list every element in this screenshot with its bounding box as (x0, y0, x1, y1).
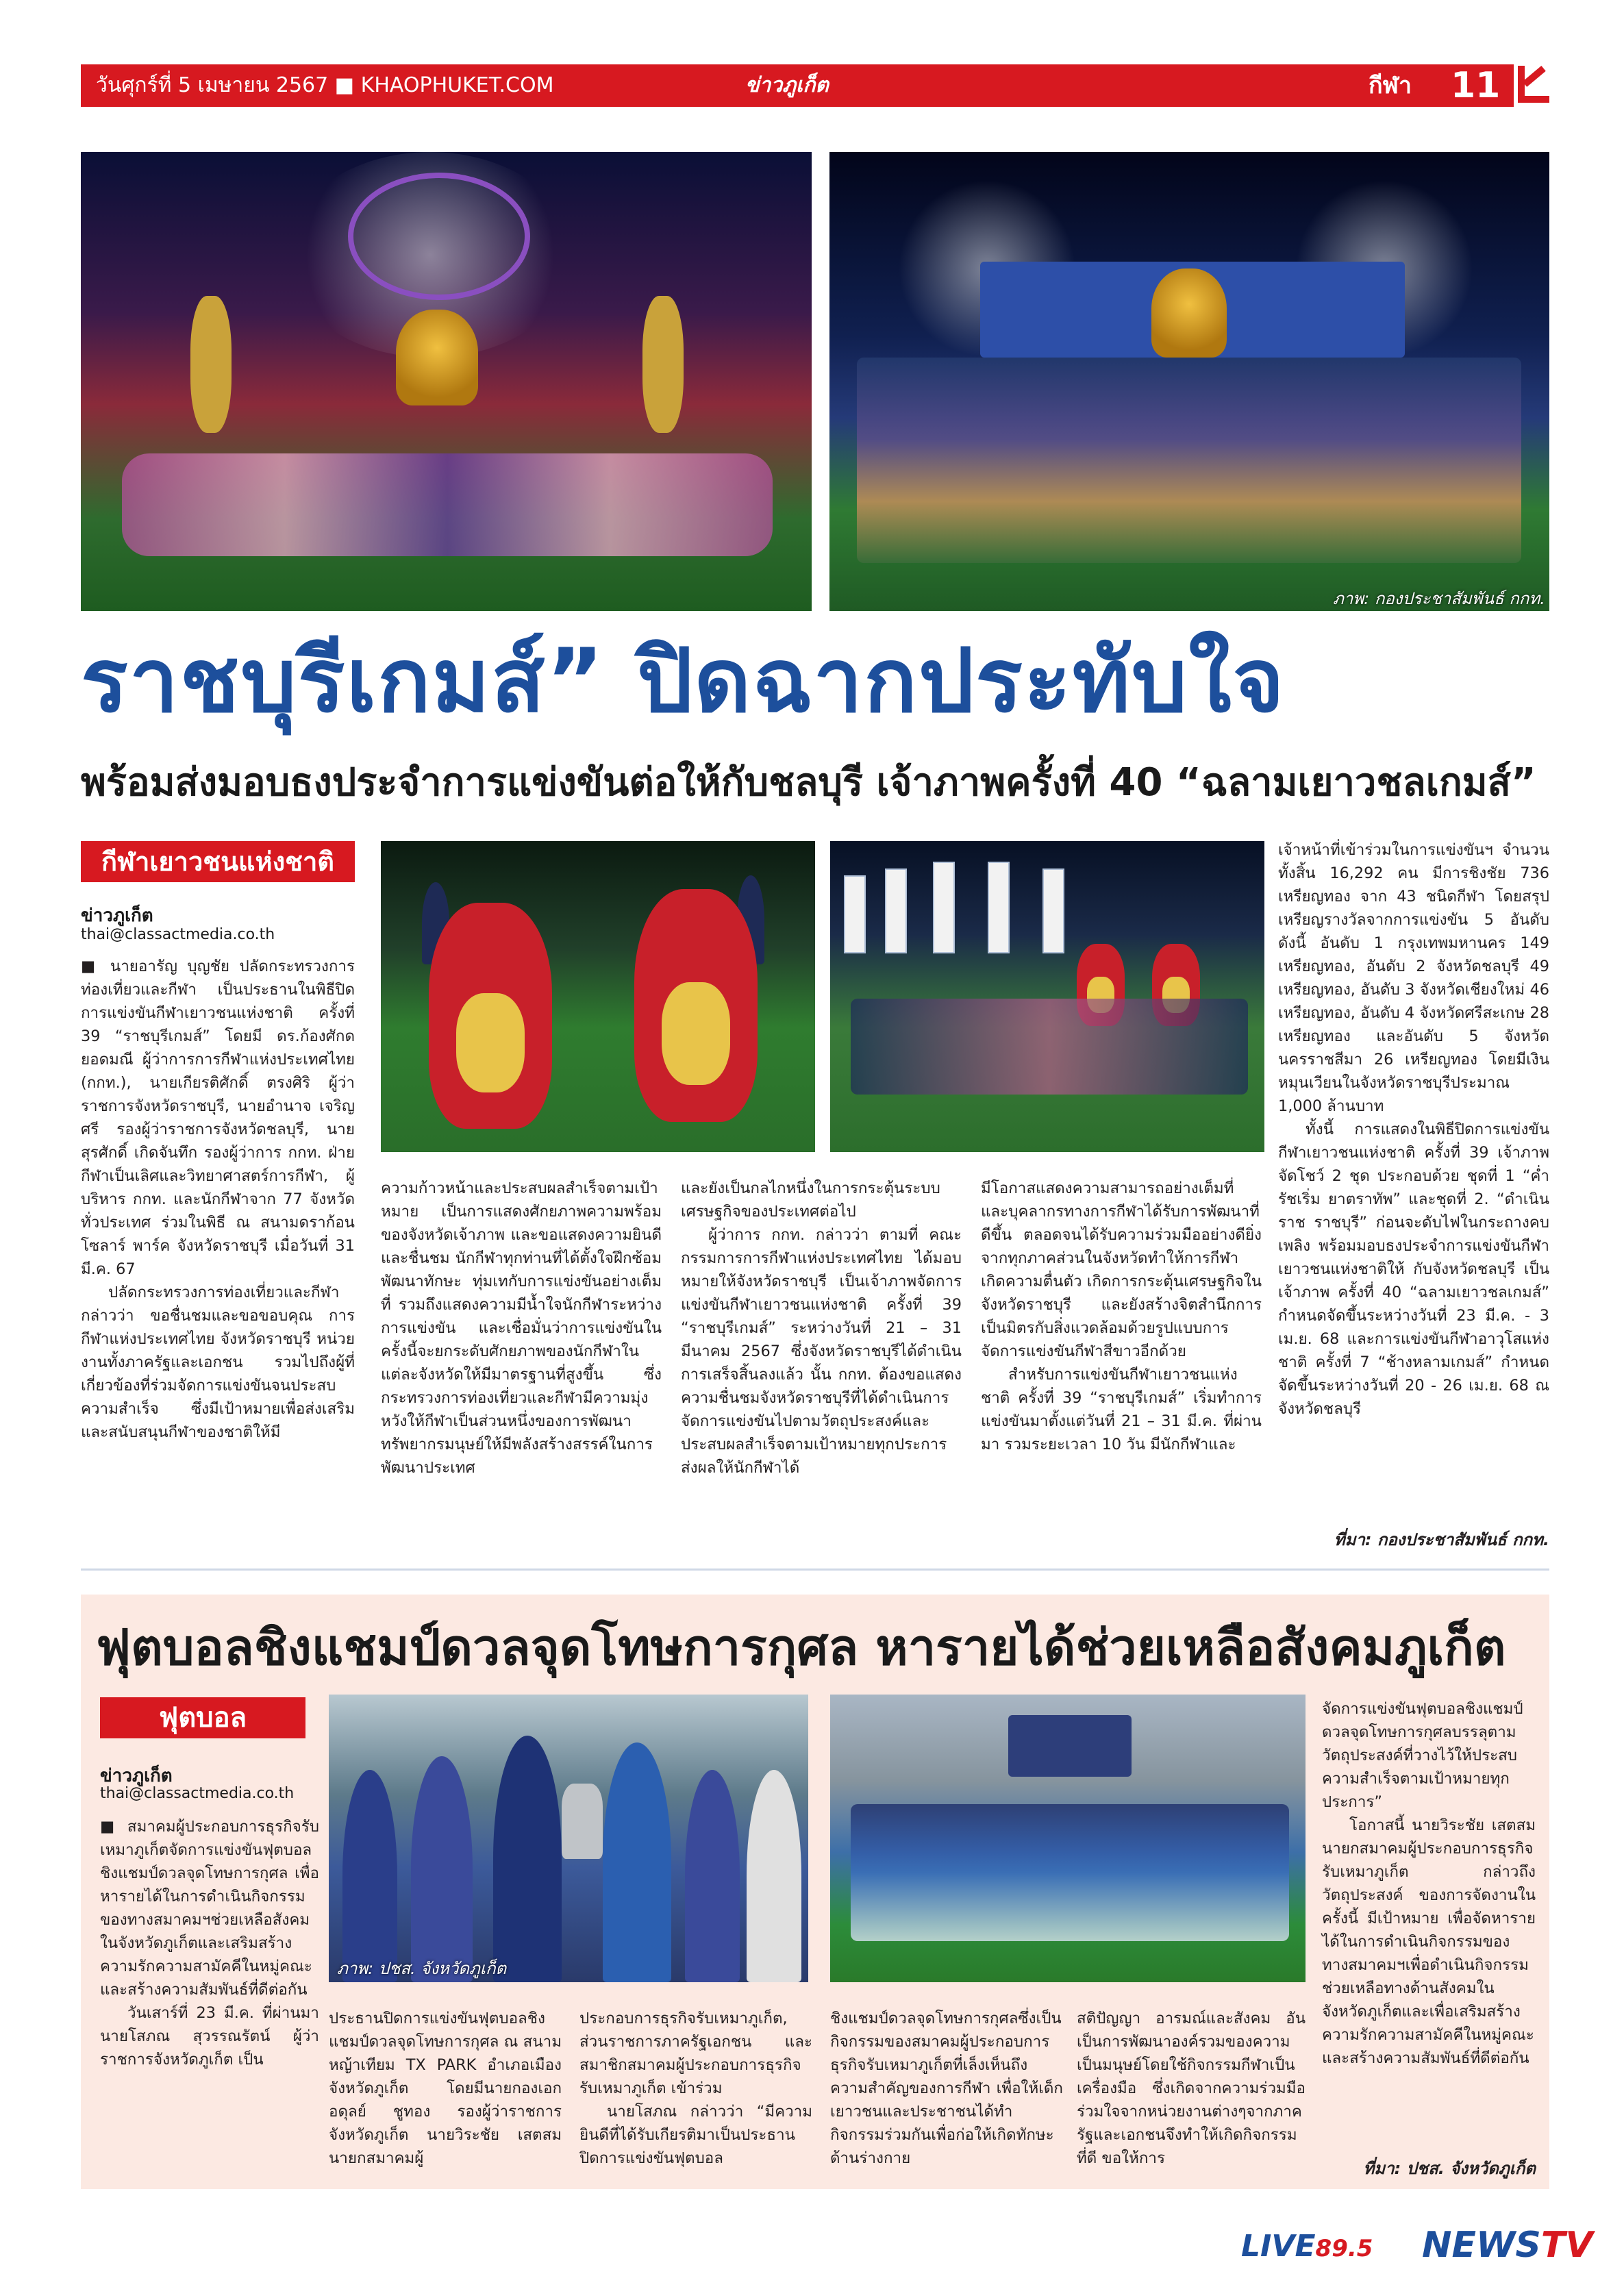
paragraph: มีโอกาสแสดงความสามารถอย่างเต็มที่ และบุคลากรทางการกีฬาได้รับการพัฒนาที่ดีขึ้น ตลอดจนได้รับความร่วมมืออย่างดียิ่งจากทุกภาคส่วนในจังหวัดทำให้การกีฬาเกิดความตื่นตัว เกิดการกระตุ้นเศรษฐกิจในจังหวัดราชบุรี และยังสร้างจิตสำนึกการเป็นมิตรกับสิ่งแวดล้อมด้วยรูปแบบการจัดการแข่งขันกีฬาสีขาวอีกด้วย (981, 1179, 1262, 1360)
paragraph: ■ สมาคมผู้ประกอบการธุรกิจรับเหมาภูเก็ตจัดการแข่งขันฟุตบอลชิงแชมป์ดวลจุดโทษการกุศล เพื่อหารายได้ในการดำเนินกิจกรรมของทางสมาคมฯช่วยเหลือสังคมในจังหวัดภูเก็ตและเสริมสร้างความรักความสามัคคีในหมู่คณะ และสร้างความสัมพันธ์ที่ดีต่อกัน (100, 1818, 319, 1999)
photo-group-ceremony (829, 152, 1549, 611)
page-header-bar (81, 64, 1549, 107)
paragraph: จัดการแข่งขันฟุตบอลชิงแชมป์ดวลจุดโทษการกุศลบรรลุตามวัตถุประสงค์ที่วางไว้ให้ประสบความสำเร็จตามเป้าหมายทุกประการ” (1322, 1700, 1523, 1811)
paragraph: ผู้ว่าการ กกท. กล่าวว่า ตามที่ คณะกรรมการการกีฬาแห่งประเทศไทย ได้มอบหมายให้จังหวัดราชบุรี เป็นเจ้าภาพจัดการแข่งขันกีฬาเยาวชนแห่งชาติ ครั้งที่ 39 “ราชบุรีเกมส์” ระหว่างวันที่ 21 – 31 มีนาคม 2567 ซึ่งจังหวัดราชบุรีได้ดำเนินการเสร็จสิ้นลงแล้ว นั้น กกท. ต้องขอแสดงความชื่นชมจังหวัดราชบุรีที่ได้ดำเนินการจัดการแข่งขันไปตามวัตถุประสงค์และประสบผลสำเร็จตามเป้าหมายทุกประการ ส่งผลให้นักกีฬาได้ (681, 1226, 962, 1477)
photo-closing-ceremony-show (81, 152, 812, 611)
paragraph: ทั้งนี้ การแสดงในพิธีปิดการแข่งขันกีฬาเยาวชนแห่งชาติ ครั้งที่ 39 เจ้าภาพจัดโชว์ 2 ชุด ประกอบด้วย ชุดที่ 1 “ค่ำรัชเริ่ม ยาตราทัพ” และชุดที่ 2. “ดำเนินราช ราชบุรี” ก่อนจะดับไฟในกระถางคบเพลิง พร้อมมอบธงประจำการแข่งขันกีฬาเยาวชนแห่งชาติให้ กับจังหวัดชลบุรี เป็นเจ้าภาพ ครั้งที่ 40 “ฉลามเยาวชลเกมส์” กำหนดจัดขึ้นระหว่างวันที่ 23 มี.ค. - 3 เม.ย. 68 และการแข่งขันกีฬาอาวุโสแห่งชาติ ครั้งที่ 7 “ช้างหลามเกมส์” กำหนดจัดขึ้นระหว่างวันที่ 20 - 26 เม.ย. 68 ณ จังหวัดชลบุรี (1278, 1121, 1549, 1418)
group-of-people (851, 1804, 1289, 1941)
paragraph: สำหรับการแข่งขันกีฬาเยาวชนแห่งชาติ ครั้งที่ 39 “ราชบุรีเกมส์” เริ่มทำการแข่งขันมาตั้งแต่วันที่ 21 – 31 มี.ค. ที่ผ่านมา รวมระยะเวลา 10 วัน มีนักกีฬาและ (981, 1366, 1262, 1453)
dancers-group (122, 453, 773, 556)
paragraph: สติปัญญา อารมณ์และสังคม อันเป็นการพัฒนาองค์รวมของความเป็นมนุษย์โดยใช้กิจกรรมกีฬาเป็นเครื่องมือ ซึ่งเกิดจากความร่วมมือ ร่วมใจจากหน่วยงานต่างๆจากภาครัฐและเอกชนจึงทำให้เกิดกิจกรรมที่ดี ขอให้การ (1077, 2010, 1306, 2167)
header-section: กีฬา (1369, 72, 1412, 99)
header-page-number: 11 (1451, 65, 1501, 106)
live-radio-logo: LIVE89.5 (1241, 2229, 1373, 2264)
story1-column-2 (381, 1177, 662, 1479)
subheadline-main: พร้อมส่งมอบธงประจำการแข่งขันต่อให้กับชลบุรี เจ้าภาพครั้งที่ 40 “ฉลามเยาวชลเกมส์” (81, 760, 1536, 805)
paragraph: ■ นายอารัญ บุญชัย ปลัดกระทรวงการท่องเที่ยวและกีฬา เป็นประธานในพิธีปิดการแข่งขันกีฬาเยาวชนแห่งชาติ ครั้งที่ 39 “ราชบุรีเกมส์” โดยมี ดร.ก้องศักด ยอดมณี ผู้ว่าการการกีฬาแห่งประเทศไทย (กกท.), นายเกียรติศักดิ์ ตรงศิริ ผู้ว่าราชการจังหวัดราชบุรี, นายอำนาจ เจริญศรี รองผู้ว่าราชการจังหวัดชลบุรี, นายสุรศักดิ์ เกิดจันทึก รองผู้ว่าการ กกท. ฝ่ายกีฬาเป็นเลิศและวิทยาศาสตร์การกีฬา, ผู้บริหาร กกท. และนักกีฬาจาก 77 จังหวัดทั่วประเทศ ร่วมในพิธี ณ สนามดราก้อน โซลาร์ พาร์ค จังหวัดราชบุรี เมื่อวันที่ 31 มี.ค. 67 (81, 958, 355, 1278)
mascot-icon (429, 903, 552, 1129)
dragon-statue-icon (642, 296, 684, 433)
byline: ข่าวภูเก็ต (81, 905, 153, 926)
story1-column-4 (981, 1177, 1262, 1456)
paragraph: ความก้าวหน้าและประสบผลสำเร็จตามเป้าหมาย เป็นการแสดงศักยภาพความพร้อมของจังหวัดเจ้าภาพ และขอแสดงความยินดีและชื่นชม นักกีฬาทุกท่านที่ได้ตั้งใจฝึกซ้อม พัฒนาทักษะ ทุ่มเทกับการแข่งขันอย่างเต็มที่ รวมถึงแสดงความมีน้ำใจนักกีฬาระหว่างการแข่งขัน และเชื่อมั่นว่าการแข่งขันในครั้งนี้จะยกระดับศักยภาพของนักกีฬาในแต่ละจังหวัดให้มีมาตรฐานที่สูงขึ้น ซึ่งกระทรวงการท่องเที่ยวและกีฬามีความมุ่งหวังให้กีฬาเป็นส่วนหนึ่งของการพัฒนาทรัพยากรมนุษย์ให้มีพลังสร้างสรรค์ในการพัฒนาประเทศ (381, 1179, 662, 1477)
story2-column-1 (100, 1815, 319, 2071)
photo-mascots (381, 841, 815, 1152)
dragon-statue-icon (190, 296, 232, 433)
banner (1008, 1715, 1132, 1777)
group-of-people (851, 999, 1248, 1095)
paragraph: ชิงแชมป์ดวลจุดโทษการกุศลซึ่งเป็นกิจกรรมของสมาคมผู้ประกอบการธุรกิจรับเหมาภูเก็ตที่เล็งเห็นถึงความสำคัญของการกีฬา เพื่อให้เด็กเยาวชนและประชาชนได้ทำกิจกรรมร่วมกันเพื่อก่อให้เกิดทักษะด้านร่างกาย (830, 2010, 1063, 2167)
source-credit: ที่มา: ปชส. จังหวัดภูเก็ต (1363, 2159, 1536, 2178)
section-tag-football: ฟุตบอล (100, 1697, 305, 1738)
section-divider (81, 1569, 1549, 1571)
header-corner-logo-icon (1514, 60, 1553, 108)
paragraph: และยังเป็นกลไกหนึ่งในการกระตุ้นระบบเศรษฐกิจของประเทศต่อไป (681, 1179, 940, 1221)
story2-column-3 (579, 2007, 812, 2170)
paragraph: ประกอบการธุรกิจรับเหมาภูเก็ต, ส่วนราชการภาครัฐเอกชน และสมาชิกสมาคมผู้ประกอบการธุรกิจรับเหมาภูเก็ต เข้าร่วม (579, 2010, 812, 2097)
paragraph: นายโสภณ กล่าวว่า “มีความยินดีที่ได้รับเกียรติมาเป็นประธานปิดการแข่งขันฟุตบอล (579, 2103, 812, 2167)
news-tv-logo: NEWSTV (1422, 2225, 1593, 2266)
photo-team-group (830, 1695, 1306, 1982)
photo-flag-handover (830, 841, 1264, 1152)
story2-column-6 (1322, 1697, 1536, 2070)
byline-email: thai@classactmedia.co.th (100, 1785, 295, 1802)
group-of-people (857, 358, 1521, 563)
photo-credit-football: ภาพ: ปชส. จังหวัดภูเก็ต (337, 1959, 507, 1978)
mascot-icon (634, 889, 758, 1122)
section-tag-youth-games: กีฬาเยาวชนแห่งชาติ (81, 841, 355, 882)
headline-main: ราชบุรีเกมส์” ปิดฉากประทับใจ (81, 630, 1286, 732)
photo-credit-top: ภาพ: กองประชาสัมพันธ์ กกท. (1333, 589, 1545, 608)
byline: ข่าวภูเก็ต (100, 1766, 173, 1786)
paragraph: เจ้าหน้าที่เข้าร่วมในการแข่งขันฯ จำนวนทั้งสิ้น 16,292 คน มีการชิงชัย 736 เหรียญทอง จาก 43 ชนิดกีฬา โดยสรุปเหรียญรางวัลจากการแข่งขัน 5 อันดับ ดังนี้ อันดับ 1 กรุงเทพมหานคร 149 เหรียญทอง, อันดับ 2 จังหวัดชลบุรี 49 เหรียญทอง, อันดับ 3 จังหวัดเชียงใหม่ 46 เหรียญทอง, อันดับ 4 จังหวัดศรีสะเกษ 28 เหรียญทอง และอันดับ 5 จังหวัดนครราชสีมา 26 เหรียญทอง โดยมีเงินหมุนเวียนในจังหวัดราชบุรีประมาณ 1,000 ล้านบาท (1278, 841, 1549, 1115)
story1-column-3 (681, 1177, 962, 1479)
story1-column-1 (81, 955, 355, 1444)
trophy-icon (562, 1784, 603, 1859)
byline-email: thai@classactmedia.co.th (81, 926, 275, 943)
games-logo-icon (348, 173, 530, 300)
headline-football: ฟุตบอลชิงแชมป์ดวลจุดโทษการกุศล หารายได้ช่วยเหลือสังคมภูเก็ต (96, 1619, 1506, 1676)
header-site: KHAOPHUKET.COM (360, 73, 554, 97)
paragraph: วันเสาร์ที่ 23 มี.ค. ที่ผ่านมา นายโสภณ สุวรรณรัตน์ ผู้ว่าราชการจังหวัดภูเก็ต เป็น (100, 2004, 319, 2069)
paragraph: ประธานปิดการแข่งขันฟุตบอลชิงแชมป์ดวลจุดโทษการกุศล ณ สนามหญ้าเทียม TX PARK อำเภอเมือง จังหวัดภูเก็ต โดยมีนายกองเอกอดุลย์ ชูทอง รองผู้ว่าราชการจังหวัดภูเก็ต นายวิระชัย เสตสม นายกสมาคมผู้ (329, 2010, 562, 2167)
header-date: วันศุกร์ที่ 5 เมษายน 2567 ■ KHAOPHUKET.COM (96, 73, 554, 97)
story2-column-2 (329, 2007, 562, 2170)
story2-column-5 (1077, 2007, 1306, 2170)
photo-trophy-presentation (329, 1695, 808, 1982)
paragraph: ปลัดกระทรวงการท่องเที่ยวและกีฬา กล่าวว่า ขอชื่นชมและขอขอบคุณ การกีฬาแห่งประเทศไทย จังหวัดราชบุรี หน่วยงานทั้งภาครัฐและเอกชน รวมไปถึงผู้ที่เกี่ยวข้องที่ร่วมจัดการแข่งขันจนประสบความสำเร็จ ซึ่งมีเป้าหมายเพื่อส่งเสริมและสนับสนุนกีฬาของชาติให้มี (81, 1284, 355, 1441)
story2-column-4 (830, 2007, 1063, 2170)
paragraph: โอกาสนี้ นายวิระชัย เสตสม นายกสมาคมผู้ประกอบการธุรกิจรับเหมาภูเก็ต กล่าวถึงวัตถุประสงค์ ของการจัดงานในครั้งนี้ มีเป้าหมาย เพื่อจัดหารายได้ในการดำเนินกิจกรรมของทางสมาคมฯเพื่อดำเนินกิจกรรมช่วยเหลือทางด้านสังคมในจังหวัดภูเก็ตและเพื่อเสริมสร้างความรักความสามัคคีในหมู่คณะและสร้างความสัมพันธ์ที่ดีต่อกัน (1322, 1816, 1536, 2067)
header-logo: ข่าวภูเก็ต (745, 73, 829, 97)
source-credit: ที่มา: กองประชาสัมพันธ์ กกท. (1334, 1530, 1549, 1549)
story1-column-5 (1278, 838, 1549, 1421)
